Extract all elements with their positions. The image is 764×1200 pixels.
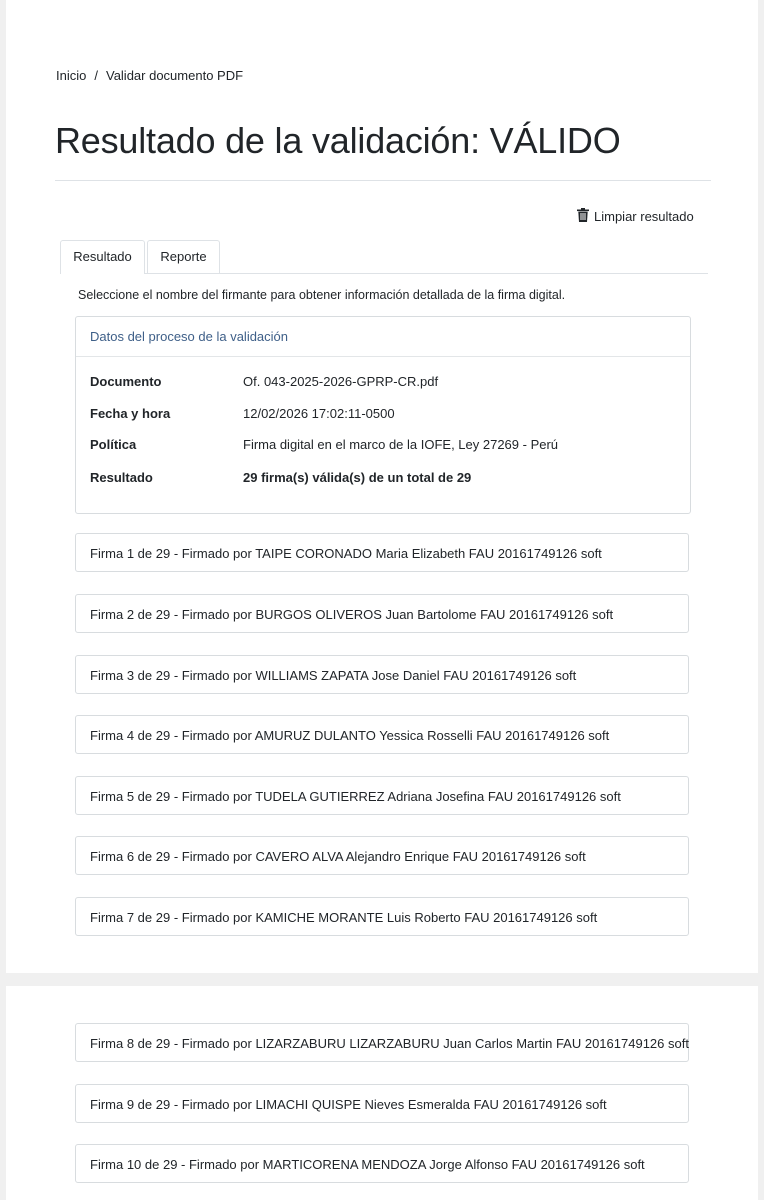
process-row-value: Firma digital en el marco de la IOFE, Ley 27269 - Perú bbox=[243, 437, 559, 452]
process-row-value: Of. 043-2025-2026-GPRP-CR.pdf bbox=[243, 374, 439, 389]
signature-item-9[interactable]: Firma 9 de 29 - Firmado por LIMACHI QUISPE Nieves Esmeralda FAU 20161749126 soft bbox=[75, 1084, 689, 1123]
title-divider bbox=[55, 180, 711, 181]
continued-panel bbox=[6, 986, 758, 1200]
result-tabs bbox=[60, 240, 708, 274]
breadcrumb-home-link[interactable]: Inicio bbox=[56, 68, 87, 83]
process-row-label: Fecha y hora bbox=[90, 406, 171, 421]
process-row-value: 29 firma(s) válida(s) de un total de 29 bbox=[243, 470, 472, 485]
trash-icon bbox=[577, 208, 589, 225]
signature-item-8[interactable]: Firma 8 de 29 - Firmado por LIZARZABURU LIZARZABURU Juan Carlos Martin FAU 20161749126 soft bbox=[75, 1023, 689, 1062]
signature-item-10[interactable]: Firma 10 de 29 - Firmado por MARTICORENA MENDOZA Jorge Alfonso FAU 20161749126 soft bbox=[75, 1144, 689, 1183]
process-row-label: Documento bbox=[90, 374, 162, 389]
signature-item-5[interactable]: Firma 5 de 29 - Firmado por TUDELA GUTIERREZ Adriana Josefina FAU 20161749126 soft bbox=[75, 776, 689, 815]
signature-item-6[interactable]: Firma 6 de 29 - Firmado por CAVERO ALVA Alejandro Enrique FAU 20161749126 soft bbox=[75, 836, 689, 875]
signature-item-3[interactable]: Firma 3 de 29 - Firmado por WILLIAMS ZAPATA Jose Daniel FAU 20161749126 soft bbox=[75, 655, 689, 694]
instruction-text: Seleccione el nombre del firmante para obtener información detallada de la firma digital. bbox=[78, 288, 566, 302]
process-row-label: Política bbox=[90, 437, 137, 452]
tab-resultado[interactable]: Resultado bbox=[60, 240, 145, 274]
page-title: Resultado de la validación: VÁLIDO bbox=[55, 120, 621, 161]
signature-item-1[interactable]: Firma 1 de 29 - Firmado por TAIPE CORONADO Maria Elizabeth FAU 20161749126 soft bbox=[75, 533, 689, 572]
process-row-label: Resultado bbox=[90, 470, 153, 485]
main-panel bbox=[6, 0, 758, 973]
process-data-card bbox=[75, 316, 691, 514]
tab-reporte[interactable]: Reporte bbox=[147, 240, 220, 273]
breadcrumb-separator: / bbox=[94, 68, 98, 83]
signature-item-4[interactable]: Firma 4 de 29 - Firmado por AMURUZ DULANTO Yessica Rosselli FAU 20161749126 soft bbox=[75, 715, 689, 754]
clear-result-button[interactable] bbox=[577, 208, 694, 225]
process-card-header: Datos del proceso de la validación bbox=[76, 317, 690, 357]
clear-result-label: Limpiar resultado bbox=[594, 209, 694, 224]
breadcrumb-current: Validar documento PDF bbox=[105, 68, 244, 83]
signature-item-7[interactable]: Firma 7 de 29 - Firmado por KAMICHE MORANTE Luis Roberto FAU 20161749126 soft bbox=[75, 897, 689, 936]
process-row-value: 12/02/2026 17:02:11-0500 bbox=[243, 406, 395, 421]
breadcrumb bbox=[56, 68, 243, 83]
signature-item-2[interactable]: Firma 2 de 29 - Firmado por BURGOS OLIVEROS Juan Bartolome FAU 20161749126 soft bbox=[75, 594, 689, 633]
